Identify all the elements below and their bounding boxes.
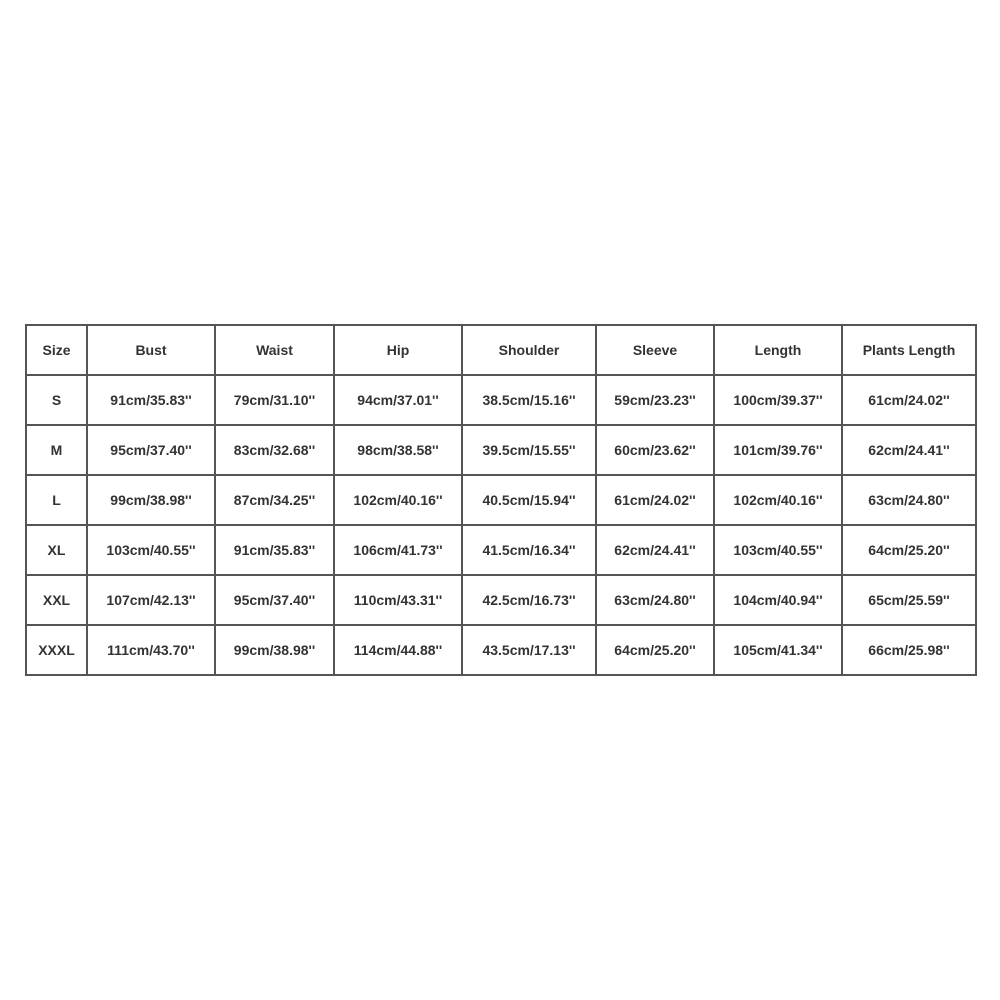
cell-size: XXL — [26, 575, 87, 625]
cell-bust: 111cm/43.70'' — [87, 625, 215, 675]
cell-bust: 107cm/42.13'' — [87, 575, 215, 625]
cell-hip: 102cm/40.16'' — [334, 475, 462, 525]
cell-length: 105cm/41.34'' — [714, 625, 842, 675]
cell-plants-length: 61cm/24.02'' — [842, 375, 976, 425]
cell-length: 101cm/39.76'' — [714, 425, 842, 475]
cell-size: M — [26, 425, 87, 475]
cell-shoulder: 38.5cm/15.16'' — [462, 375, 596, 425]
cell-shoulder: 43.5cm/17.13'' — [462, 625, 596, 675]
cell-plants-length: 62cm/24.41'' — [842, 425, 976, 475]
cell-waist: 79cm/31.10'' — [215, 375, 334, 425]
cell-plants-length: 66cm/25.98'' — [842, 625, 976, 675]
table-row — [26, 625, 976, 675]
cell-plants-length: 63cm/24.80'' — [842, 475, 976, 525]
cell-sleeve: 62cm/24.41'' — [596, 525, 714, 575]
cell-sleeve: 61cm/24.02'' — [596, 475, 714, 525]
cell-sleeve: 60cm/23.62'' — [596, 425, 714, 475]
cell-bust: 103cm/40.55'' — [87, 525, 215, 575]
cell-hip: 114cm/44.88'' — [334, 625, 462, 675]
cell-length: 104cm/40.94'' — [714, 575, 842, 625]
cell-plants-length: 64cm/25.20'' — [842, 525, 976, 575]
cell-size: S — [26, 375, 87, 425]
cell-bust: 91cm/35.83'' — [87, 375, 215, 425]
header-plants-length: Plants Length — [842, 325, 976, 375]
header-waist: Waist — [215, 325, 334, 375]
cell-bust: 95cm/37.40'' — [87, 425, 215, 475]
cell-hip: 94cm/37.01'' — [334, 375, 462, 425]
cell-shoulder: 39.5cm/15.55'' — [462, 425, 596, 475]
cell-sleeve: 59cm/23.23'' — [596, 375, 714, 425]
cell-waist: 91cm/35.83'' — [215, 525, 334, 575]
cell-hip: 110cm/43.31'' — [334, 575, 462, 625]
header-shoulder: Shoulder — [462, 325, 596, 375]
table-row — [26, 375, 976, 425]
header-hip: Hip — [334, 325, 462, 375]
table-row — [26, 425, 976, 475]
cell-hip: 98cm/38.58'' — [334, 425, 462, 475]
cell-bust: 99cm/38.98'' — [87, 475, 215, 525]
table-row — [26, 575, 976, 625]
cell-length: 103cm/40.55'' — [714, 525, 842, 575]
cell-size: XL — [26, 525, 87, 575]
cell-sleeve: 63cm/24.80'' — [596, 575, 714, 625]
cell-waist: 83cm/32.68'' — [215, 425, 334, 475]
cell-length: 102cm/40.16'' — [714, 475, 842, 525]
cell-length: 100cm/39.37'' — [714, 375, 842, 425]
cell-waist: 99cm/38.98'' — [215, 625, 334, 675]
header-sleeve: Sleeve — [596, 325, 714, 375]
cell-sleeve: 64cm/25.20'' — [596, 625, 714, 675]
size-chart-table — [25, 324, 977, 676]
cell-size: L — [26, 475, 87, 525]
header-row — [26, 325, 976, 375]
header-length: Length — [714, 325, 842, 375]
cell-plants-length: 65cm/25.59'' — [842, 575, 976, 625]
table-row — [26, 525, 976, 575]
table-row — [26, 475, 976, 525]
cell-shoulder: 42.5cm/16.73'' — [462, 575, 596, 625]
cell-shoulder: 41.5cm/16.34'' — [462, 525, 596, 575]
header-bust: Bust — [87, 325, 215, 375]
cell-size: XXXL — [26, 625, 87, 675]
cell-waist: 95cm/37.40'' — [215, 575, 334, 625]
header-size: Size — [26, 325, 87, 375]
cell-shoulder: 40.5cm/15.94'' — [462, 475, 596, 525]
cell-hip: 106cm/41.73'' — [334, 525, 462, 575]
cell-waist: 87cm/34.25'' — [215, 475, 334, 525]
